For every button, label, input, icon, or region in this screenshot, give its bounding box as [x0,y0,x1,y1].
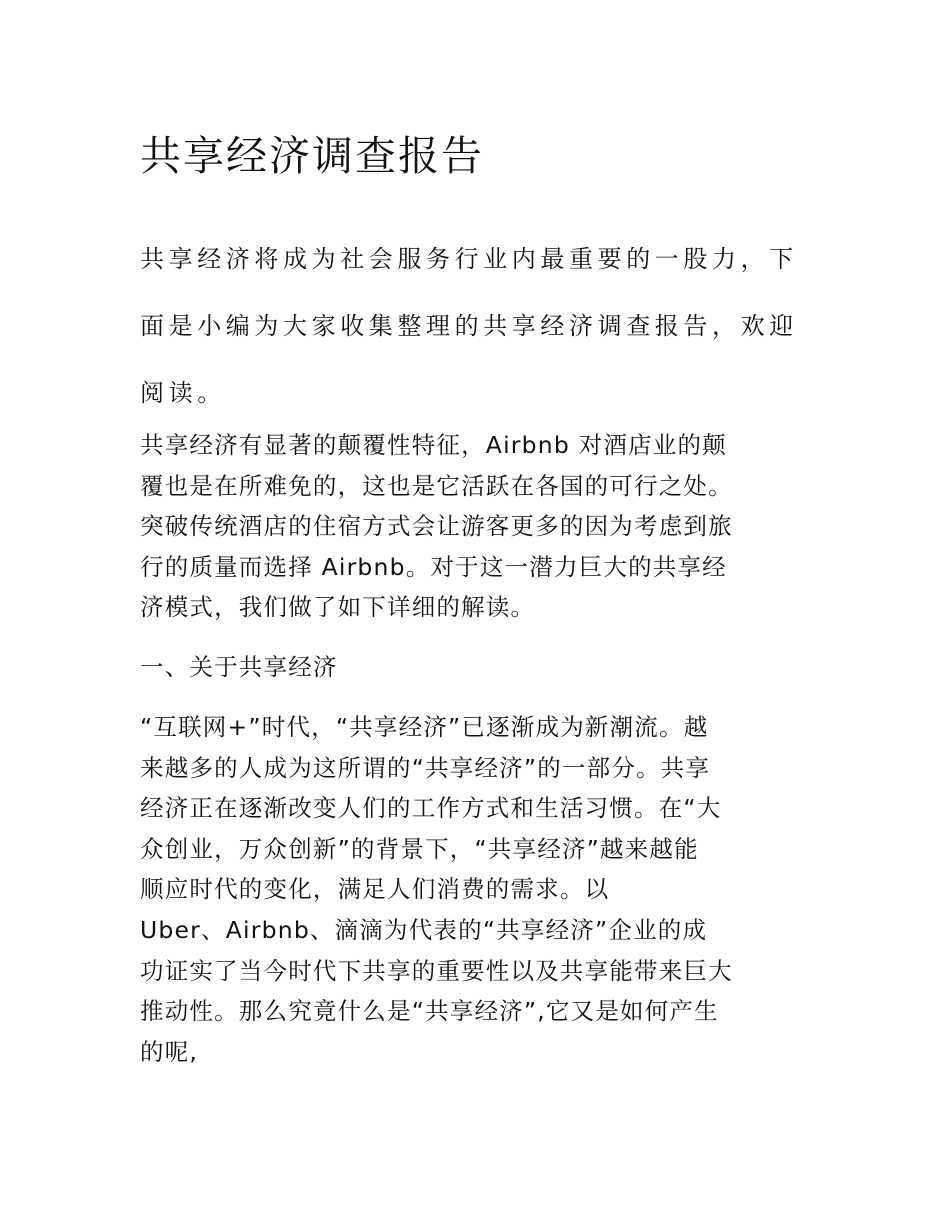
paragraph-line: 共享经济有显著的颠覆性特征，Airbnb 对酒店业的颠 [140,431,727,459]
paragraph-line: Uber、Airbnb、滴滴为代表的“共享经济”企业的成 [140,915,708,944]
paragraph-line: 功证实了当今时代下共享的重要性以及共享能带来巨大 [140,956,733,985]
paragraph-line: 的呢, [140,1037,199,1066]
paragraph-line: 济模式，我们做了如下详细的解读。 [140,593,536,622]
paragraph-line: 顺应时代的变化，满足人们消费的需求。以 [140,875,610,904]
intro-line: 阅读。 [140,379,226,407]
paragraph-line: “互联网+”时代，“共享经济”已逐渐成为新潮流。越 [140,713,709,741]
paragraph-line: 推动性。那么究竟什么是“共享经济”,它又是如何产生 [140,997,719,1026]
paragraph-line: 突破传统酒店的住宿方式会让游客更多的因为考虑到旅 [140,512,733,541]
paragraph-airbnb [140,425,812,628]
section-heading: 一、关于共享经济 [140,653,338,681]
document-title: 共享经济调查报告 [140,132,484,180]
intro-line: 面是小编为大家收集整理的共享经济调查报告，欢迎 [140,312,798,340]
paragraph-line: 覆也是在所难免的，这也是它活跃在各国的可行之处。 [140,471,733,500]
intro-paragraph [140,226,812,427]
paragraph-line: 行的质量而选择 Airbnb。对于这一潜力巨大的共享经 [140,552,727,581]
paragraph-sharing-economy [140,707,812,1072]
paragraph-line: 众创业，万众创新”的背景下，“共享经济”越来越能 [140,834,699,863]
intro-line: 共享经济将成为社会服务行业内最重要的一股力，下 [140,245,798,273]
paragraph-line: 经济正在逐渐改变人们的工作方式和生活习惯。在“大 [140,794,722,823]
paragraph-line: 来越多的人成为这所谓的“共享经济”的一部分。共享 [140,753,711,782]
